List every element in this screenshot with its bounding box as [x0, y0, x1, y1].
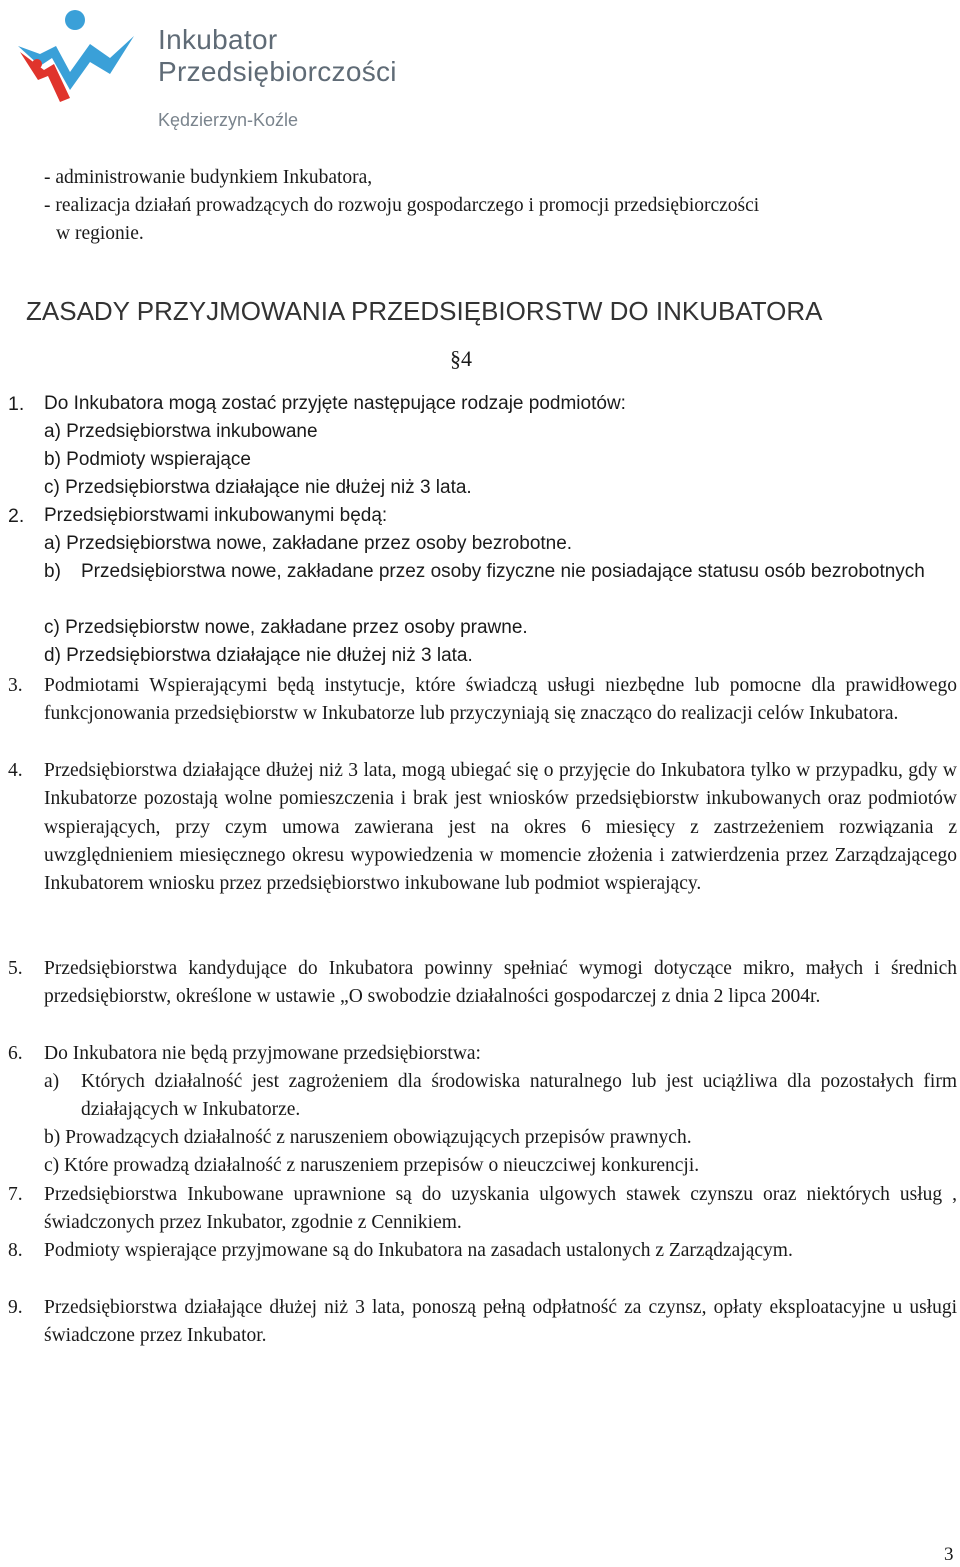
logo-title: Inkubator: [158, 24, 278, 55]
sub-item: b) Podmioty wspierające: [44, 449, 251, 470]
sub-item-label: a): [44, 1071, 60, 1092]
item-text: Do Inkubatora nie będą przyjmowane przedsiębiorstwa:: [44, 1043, 481, 1064]
section-heading: ZASADY PRZYJMOWANIA PRZEDSIĘBIORSTW DO INKUBATORA: [26, 296, 823, 326]
intro-line: - realizacja działań prowadzących do rozwoju gospodarczego i promocji przedsiębiorczości: [44, 195, 760, 216]
logo-subtitle: Przedsiębiorczości: [158, 56, 397, 87]
sub-item: a) Przedsiębiorstwa nowe, zakładane przez osoby bezrobotne.: [44, 533, 573, 554]
item-block: [44, 1181, 957, 1238]
logo: [10, 6, 450, 134]
sub-item: d) Przedsiębiorstwa działające nie dłużej niż 3 lata.: [44, 645, 473, 666]
item-number: 9.: [8, 1297, 23, 1318]
page-number: 3: [944, 1544, 954, 1565]
item-block: [44, 757, 957, 898]
item-text: Przedsiębiorstwa działające dłużej niż 3 lata, ponoszą pełną odpłatność za czynsz, opłaty eksploatacyjne u usługi świadczone przez Inkubator.: [44, 1297, 957, 1347]
sub-item: a) Przedsiębiorstwa inkubowane: [44, 421, 318, 442]
sub-item: c) Które prowadzą działalność z naruszeniem przepisów o nieuczciwej konkurencji.: [44, 1155, 700, 1176]
item-text: Przedsiębiorstwa kandydujące do Inkubatora powinny spełniać wymogi dotyczące mikro, małych i średnich przedsiębiorstw, określone w ustawie „O swobodzie działalności gospodarczej z dnia 2 lipca 2004r.: [44, 958, 957, 1008]
item-block: [44, 672, 957, 729]
sub-item: c) Przedsiębiorstwa działające nie dłużej niż 3 lata.: [44, 477, 472, 498]
item-number: 8.: [8, 1240, 23, 1261]
sub-item: c) Przedsiębiorstw nowe, zakładane przez osoby prawne.: [44, 617, 528, 638]
item-block: [44, 1237, 957, 1265]
logo-location: Kędzierzyn-Koźle: [158, 110, 299, 130]
intro-line: w regionie.: [56, 223, 144, 244]
intro-line: - administrowanie budynkiem Inkubatora,: [44, 167, 373, 188]
item-text: Przedsiębiorstwa Inkubowane uprawnione są do uzyskania ulgowych stawek czynszu oraz niektórych usług , świadczonych przez Inkubator, zgodnie z Cennikiem.: [44, 1184, 957, 1234]
paragraph-number: §4: [450, 346, 472, 371]
item-text: Przedsiębiorstwami inkubowanymi będą:: [44, 505, 388, 526]
item-number: 6.: [8, 1043, 23, 1064]
sub-item-text: Których działalność jest zagrożeniem dla środowiska naturalnego lub jest uciążliwa dla pozostałych firm działających w Inkubatorze.: [81, 1071, 957, 1120]
item-number: 7.: [8, 1184, 23, 1205]
item-block: [44, 1294, 957, 1351]
item-block: [44, 955, 957, 1012]
item-number: 5.: [8, 958, 23, 979]
sub-item-label: b): [44, 561, 61, 582]
sub-item: [81, 558, 957, 586]
logo-figure-icon: [10, 6, 150, 116]
item-number: 1.: [8, 393, 25, 415]
item-text: Przedsiębiorstwa działające dłużej niż 3 lata, mogą ubiegać się o przyjęcie do Inkubatora tylko w przypadku, gdy w Inkubatorze pozostają wolne pomieszczenia i brak jest wniosków przedsiębiorstw inkubowanych oraz podmiotów wspierających, przy czym umowa zawierana jest na okres 6 miesięcy z zastrzeżeniem rozwiązania z uwzględnieniem miesięcznego okresu wypowiedzenia w momencie złożenia i zatwierdzenia przez Zarządzającego Inkubatorem wniosku przez przedsiębiorstwo inkubowane lub podmiot wspierający.: [44, 760, 957, 895]
sub-item-text: Przedsiębiorstwa nowe, zakładane przez osoby fizyczne nie posiadające statusu osób bezrobotnych: [81, 561, 925, 582]
item-number: 3.: [8, 675, 23, 696]
sub-item: [81, 1068, 957, 1124]
item-text: Podmiotami Wspierającymi będą instytucje, które świadczą usługi niezbędne lub pomocne dla prawidłowego funkcjonowania przedsiębiorstw w Inkubatorze lub przyczyniają się znacząco do realizacji celów Inkubatora.: [44, 675, 957, 725]
item-text: Podmioty wspierające przyjmowane są do Inkubatora na zasadach ustalonych z Zarządzającym.: [44, 1240, 793, 1261]
item-text: Do Inkubatora mogą zostać przyjęte następujące rodzaje podmiotów:: [44, 393, 626, 414]
item-number: 4.: [8, 760, 23, 781]
item-number: 2.: [8, 505, 25, 527]
sub-item: b) Prowadzących działalność z naruszeniem obowiązujących przepisów prawnych.: [44, 1127, 692, 1148]
